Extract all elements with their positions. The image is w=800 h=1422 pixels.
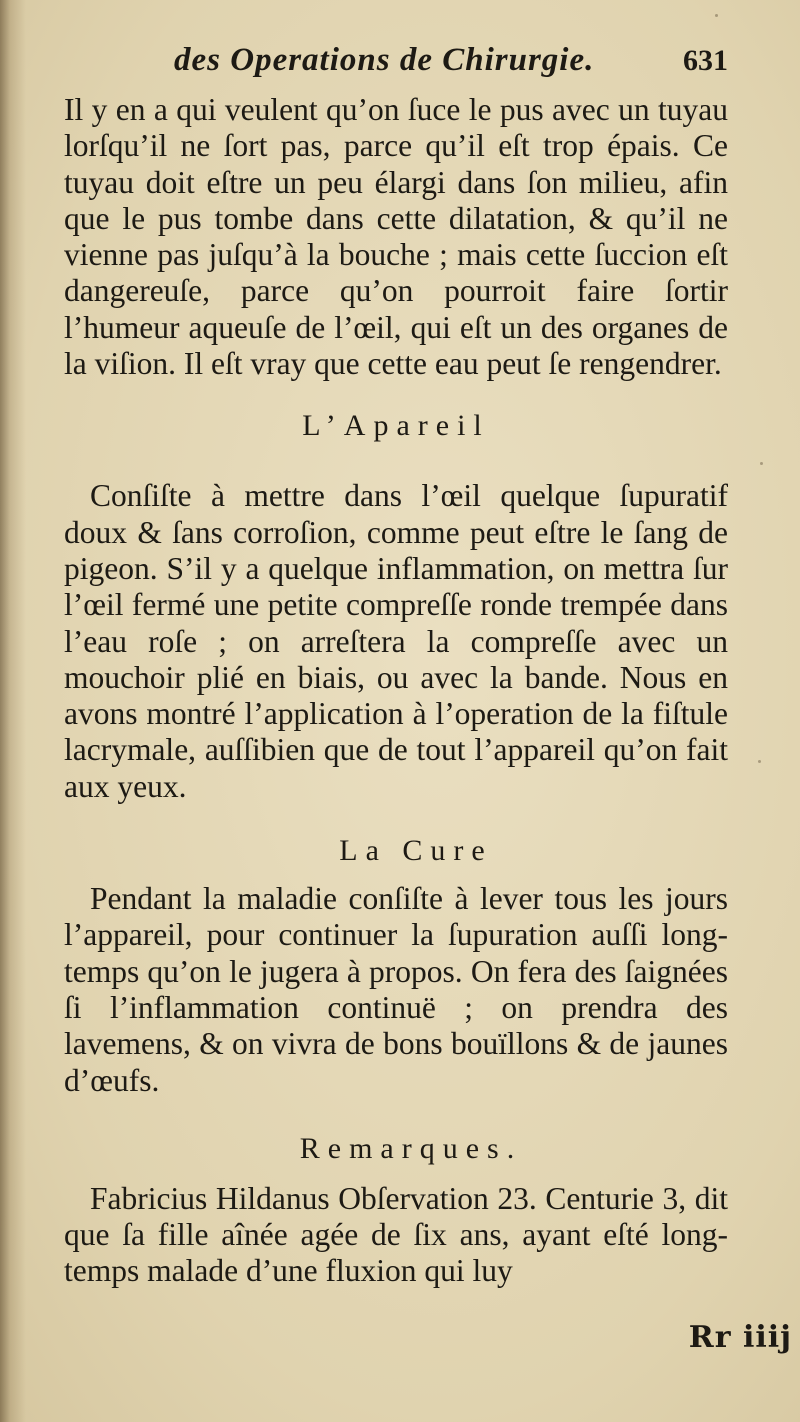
running-head-title: des Operations de Chirurgie. bbox=[174, 42, 595, 78]
heading-cure: La Cure bbox=[339, 834, 493, 868]
paper-speck bbox=[760, 462, 763, 465]
paper-speck bbox=[758, 760, 761, 763]
paragraph-suction: Il y en a qui veulent qu’on ſuce le pus avec un tuyau lorſqu’il ne ſort pas, parce qu’il eſt trop épais. Ce tuyau doit eſtre un peu élargi dans ſon milieu, afin que le pus tombe dans cette dilatation, & qu’il ne vienne pas juſqu’à la bouche ; mais cette ſuccion eſt dangereuſe, parce qu’on pourroit faire ſortir l’humeur aqueuſe de l’œil, qui eſt un des organes de la viſion. Il eſt vray que cette eau peut ſe rengendrer. bbox=[64, 92, 728, 382]
paragraph-remarques: Fabricius Hildanus Obſervation 23. Centurie 3, dit que ſa fille aînée agée de ſix ans, ayant eſté long-temps malade d’une fluxion qui luy bbox=[64, 1180, 728, 1289]
page-number: 631 bbox=[683, 44, 728, 77]
heading-remarques: Remarques. bbox=[299, 1131, 523, 1165]
paragraph-cure: Pendant la maladie conſiſte à lever tous les jours l’appareil, pour continuer la ſupuration auſſi long-temps qu’on le jugera à propos. On fera des ſaignées ſi l’inflammation continuë ; on prendra des lavemens, & on vivra de bons bouïllons & de jaunes d’œufs. bbox=[64, 881, 728, 1098]
paper-speck bbox=[715, 14, 718, 17]
running-head bbox=[64, 42, 728, 92]
signature-mark: Rr iiij bbox=[688, 1320, 792, 1355]
heading-appareil: L’Apareil bbox=[302, 409, 490, 443]
text-block bbox=[64, 42, 728, 1290]
paragraph-appareil: Conſiſte à mettre dans l’œil quelque ſupuratif doux & ſans corroſion, comme peut eſtre le ſang de pigeon. S’il y a quelque inflammation, on mettra ſur l’œil fermé une petite compreſſe ronde trempée dans l’eau roſe ; on arreſtera la compreſſe avec un mouchoir plié en biais, ou avec la bande. Nous en avons montré l’application à l’operation de la fiſtule lacrymale, auſſibien que de tout l’appareil qu’on fait aux yeux. bbox=[64, 478, 728, 804]
